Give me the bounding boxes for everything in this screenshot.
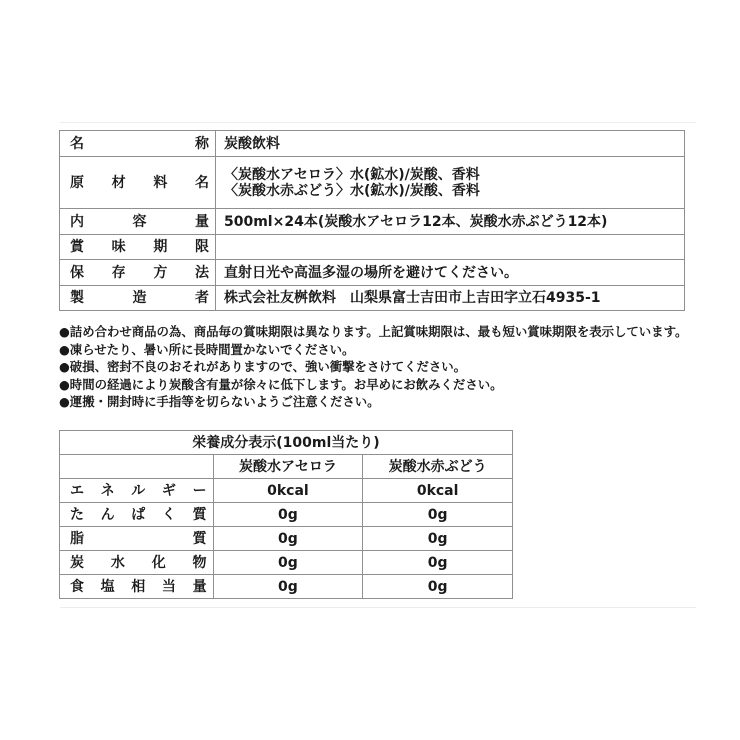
label-char: ー — [192, 482, 207, 499]
label-char: 化 — [151, 554, 166, 571]
label-char: 名 — [194, 174, 209, 191]
label-char: 存 — [111, 264, 126, 281]
label-char: 量 — [195, 213, 209, 230]
spec-value-line: 直射日光や高温多湿の場所を避けてください。 — [224, 264, 518, 281]
label-char: ん — [100, 506, 115, 523]
label-char: 称 — [195, 135, 209, 152]
label-char: 当 — [161, 578, 176, 595]
nutrient-label — [60, 503, 214, 527]
spec-value-line: 500ml×24本(炭酸水アセロラ12本、炭酸水赤ぶどう12本) — [224, 213, 608, 230]
label-char: 内 — [70, 213, 84, 230]
label-char: 法 — [194, 264, 209, 281]
label-char: 者 — [195, 290, 209, 306]
label-char: 量 — [192, 578, 207, 595]
label-char: 方 — [153, 264, 168, 281]
label-char: 製 — [70, 290, 84, 306]
nutrition-row — [60, 479, 513, 503]
label-char: 料 — [153, 174, 168, 191]
label-char: た — [70, 506, 84, 523]
nutrient-value: 0g — [363, 527, 513, 551]
nutrition-facts-table — [59, 430, 513, 599]
nutrient-label-text — [70, 579, 207, 595]
spec-label — [60, 131, 216, 157]
spec-label-text — [70, 239, 209, 255]
nutrition-row — [60, 551, 513, 575]
nutrition-header-row — [60, 455, 513, 479]
spec-value-line: 〈炭酸水アセロラ〉水(鉱水)/炭酸、香料 — [224, 166, 480, 183]
nutrition-title: 栄養成分表示(100ml当たり) — [60, 431, 513, 455]
nutrient-value: 0g — [363, 575, 513, 599]
spec-row — [60, 131, 685, 157]
spec-value — [216, 157, 685, 209]
spec-label — [60, 235, 216, 260]
spec-label-text — [70, 265, 209, 281]
bottom-divider — [60, 607, 696, 608]
spec-value — [216, 131, 685, 157]
spec-label — [60, 157, 216, 209]
nutrient-label-text — [70, 507, 207, 523]
label-char: 賞 — [70, 239, 84, 255]
nutrient-value: 0g — [213, 527, 363, 551]
label-char: 保 — [70, 264, 84, 281]
spec-label — [60, 209, 216, 235]
spec-value-line: 炭酸飲料 — [224, 135, 280, 152]
nutrient-value: 0kcal — [213, 479, 363, 503]
spec-value-line: 株式会社友桝飲料 山梨県富士吉田市上吉田字立石4935-1 — [224, 290, 601, 306]
caution-note: ●運搬・開封時に手指等を切らないようご注意ください。 — [59, 394, 380, 410]
caution-notes — [59, 323, 687, 411]
label-char: ネ — [100, 482, 115, 499]
spec-row — [60, 157, 685, 209]
label-char: 物 — [192, 554, 207, 571]
spec-value-line: 〈炭酸水赤ぶどう〉水(鉱水)/炭酸、香料 — [224, 182, 480, 199]
spec-label — [60, 286, 216, 311]
label-char: 質 — [192, 506, 207, 523]
column-header-acerola: 炭酸水アセロラ — [213, 455, 363, 479]
column-header-red-grape: 炭酸水赤ぶどう — [363, 455, 513, 479]
caution-note: ●破損、密封不良のおそれがありますので、強い衝撃をさけてください。 — [59, 359, 467, 375]
spec-label-text — [70, 136, 209, 152]
nutrient-label — [60, 575, 214, 599]
nutrient-value: 0g — [363, 551, 513, 575]
nutrition-header-blank — [60, 455, 214, 479]
spec-value — [216, 260, 685, 286]
nutrition-title-row — [60, 431, 513, 455]
spec-row — [60, 260, 685, 286]
label-char: 材 — [111, 174, 126, 191]
spec-label-text — [70, 214, 209, 230]
label-char: 原 — [70, 174, 84, 191]
spec-label — [60, 260, 216, 286]
nutrient-label-text — [70, 555, 207, 571]
label-char: 相 — [131, 578, 146, 595]
label-char: 期 — [153, 239, 168, 255]
spec-row — [60, 286, 685, 311]
label-char: 水 — [110, 554, 125, 571]
nutrient-value: 0kcal — [363, 479, 513, 503]
label-char: 名 — [70, 135, 84, 152]
spec-row — [60, 209, 685, 235]
nutrient-value: 0g — [213, 575, 363, 599]
label-char: ぱ — [131, 506, 146, 523]
label-char: ル — [131, 482, 146, 499]
label-char: 容 — [132, 213, 147, 230]
label-char: 塩 — [100, 578, 115, 595]
label-char: 炭 — [70, 554, 84, 571]
nutrient-label — [60, 479, 214, 503]
caution-note: ●凍らせたり、暑い所に長時間置かないでください。 — [59, 341, 355, 357]
top-divider — [60, 122, 696, 123]
spec-value — [216, 286, 685, 311]
label-char: 脂 — [70, 530, 84, 547]
label-char: 味 — [111, 239, 126, 255]
nutrient-label-text — [70, 483, 207, 499]
spec-label-text — [70, 290, 209, 306]
label-char: 質 — [192, 530, 207, 547]
label-char: 食 — [70, 578, 84, 595]
nutrient-value: 0g — [213, 503, 363, 527]
caution-note: ●詰め合わせ商品の為、商品毎の賞味期限は異なります。上記賞味期限は、最も短い賞味期限を表示しています。 — [59, 324, 688, 339]
label-char: ギ — [161, 482, 176, 499]
nutrient-label-text — [70, 531, 207, 547]
caution-note: ●時間の経過により炭酸含有量が徐々に低下します。お早めにお飲みください。 — [59, 376, 503, 392]
spec-value — [216, 209, 685, 235]
nutrition-row — [60, 503, 513, 527]
label-char: 限 — [194, 239, 209, 255]
nutrient-label — [60, 527, 214, 551]
nutrition-row — [60, 575, 513, 599]
spec-label-text — [70, 175, 209, 191]
spec-value — [216, 235, 685, 260]
nutrition-row — [60, 527, 513, 551]
spec-row — [60, 235, 685, 260]
product-spec-table — [59, 130, 685, 311]
nutrient-value: 0g — [213, 551, 363, 575]
label-char: く — [161, 506, 176, 523]
nutrient-label — [60, 551, 214, 575]
nutrient-value: 0g — [363, 503, 513, 527]
label-char: 造 — [132, 290, 147, 306]
label-char: エ — [70, 482, 84, 499]
